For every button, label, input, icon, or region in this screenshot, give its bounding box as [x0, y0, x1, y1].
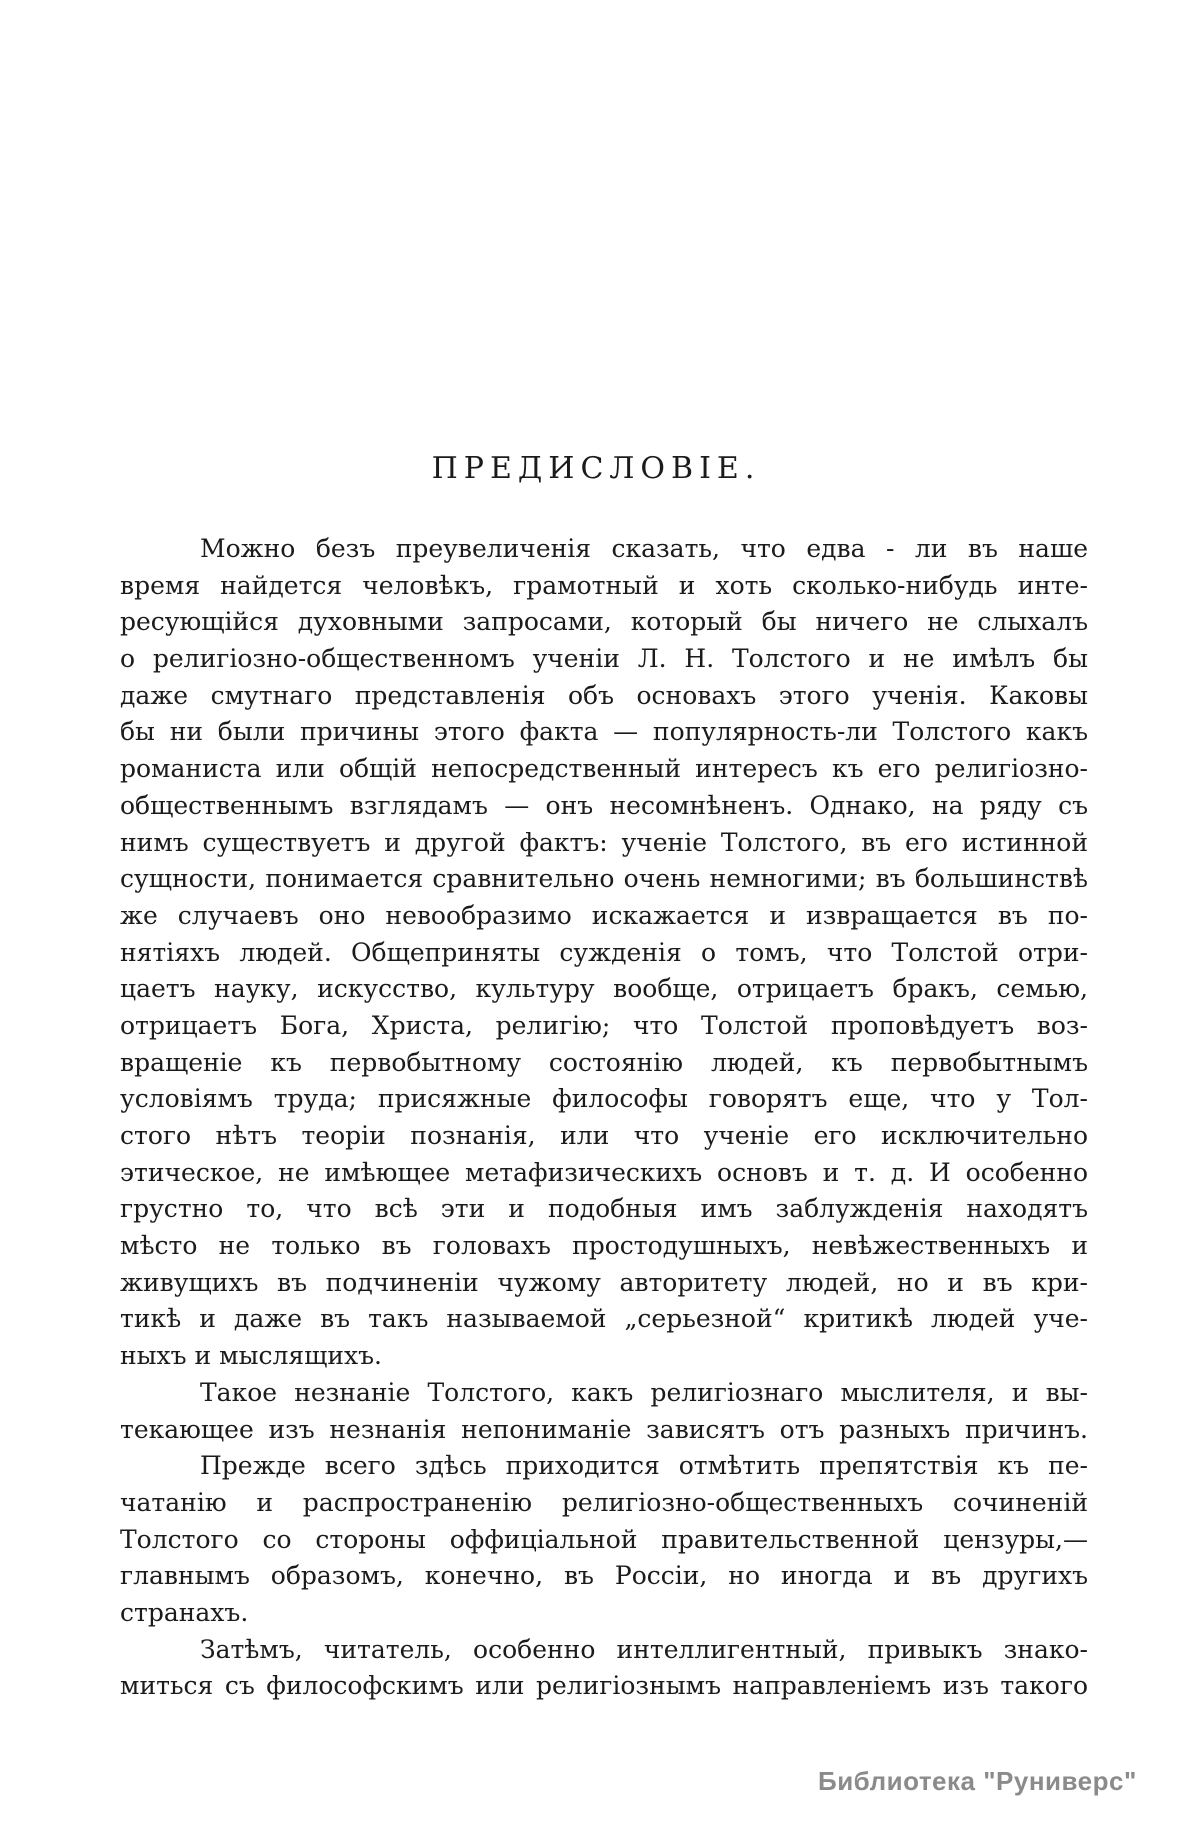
- text-line: отрицаетъ Бога, Христа, религію; что Толстой проповѣдуетъ воз-: [120, 1010, 1088, 1040]
- text-line: нимъ существуетъ и другой фактъ: ученіе Толстого, въ его истинной: [120, 827, 1088, 857]
- text-line: Можно безъ преувеличенія сказать, что едва - ли въ наше: [200, 534, 1088, 563]
- text-line: о религіозно-общественномъ ученіи Л. Н. Толстого и не имѣлъ бы: [120, 644, 1088, 674]
- text-line: бы ни были причины этого факта — популярность-ли Толстого какъ: [120, 717, 1088, 747]
- text-line: условіямъ труда; присяжные философы говорятъ еще, что у Тол-: [120, 1084, 1088, 1114]
- text-line: нятіяхъ людей. Общеприняты сужденія о томъ, что Толстой отри-: [120, 937, 1088, 967]
- text-line: Такое незнаніе Толстого, какъ религіознаго мыслителя, и вы-: [200, 1377, 1088, 1407]
- text-line: миться съ философскимъ или религіознымъ направленіемъ изъ такого: [120, 1671, 1088, 1701]
- text-line: даже смутнаго представленія объ основахъ этого ученія. Каковы: [120, 680, 1088, 710]
- text-line: стого нѣтъ теоріи познанія, или что ученіе его исключительно: [120, 1121, 1088, 1150]
- body-text: [120, 531, 1088, 1705]
- text-line: главнымъ образомъ, конечно, въ Россіи, но иногда и въ другихъ: [120, 1561, 1088, 1591]
- text-line: ресующійся духовными запросами, который бы ничего не слыхалъ: [120, 607, 1088, 637]
- text-line: этическое, не имѣющее метафизическихъ основъ и т. д. И особенно: [120, 1157, 1088, 1187]
- text-line: сущности, понимается сравнительно очень немногими; въ большинствѣ: [120, 864, 1088, 894]
- text-line: Прежде всего здѣсь приходится отмѣтить препятствія къ пе-: [200, 1451, 1088, 1481]
- text-line: грустно то, что всѣ эти и подобныя имъ заблужденія находятъ: [120, 1194, 1088, 1224]
- text-line: мѣсто не только въ головахъ простодушныхъ, невѣжественныхъ и: [120, 1231, 1088, 1261]
- text-line: странахъ.: [120, 1597, 249, 1627]
- watermark-text: Библиотека "Руниверс": [818, 1766, 1137, 1796]
- text-line: ныхъ и мыслящихъ.: [120, 1341, 382, 1371]
- text-line: же случаевъ оно невообразимо искажается и извращается въ по-: [120, 900, 1088, 930]
- text-line: чатанію и распространенію религіозно-общественныхъ сочиненій: [120, 1487, 1088, 1517]
- text-line: текающее изъ незнанія непониманіе зависятъ отъ разныхъ причинъ.: [120, 1414, 1088, 1444]
- text-line: время найдется человѣкъ, грамотный и хоть сколько-нибудь инте-: [120, 570, 1088, 600]
- text-line: тикѣ и даже въ такъ называемой „серьезной“ критикѣ людей уче-: [120, 1304, 1088, 1334]
- text-line: вращеніе къ первобытному состоянію людей, къ первобытнымъ: [120, 1047, 1088, 1077]
- text-line: романиста или общій непосредственный интересъ къ его религіозно-: [120, 754, 1088, 784]
- text-line: Затѣмъ, читатель, особенно интеллигентный, привыкъ знако-: [200, 1634, 1088, 1664]
- text-line: общественнымъ взглядамъ — онъ несомнѣненъ. Однако, на ряду съ: [120, 790, 1088, 820]
- text-line: живущихъ въ подчиненіи чужому авторитету людей, но и въ кри-: [120, 1267, 1088, 1297]
- text-line: цаетъ науку, искусство, культуру вообще, отрицаетъ бракъ, семью,: [120, 974, 1088, 1004]
- page-title: ПРЕДИСЛОВІЕ.: [431, 451, 761, 486]
- text-line: Толстого со стороны оффиціальной правительственной цензуры,—: [120, 1524, 1088, 1554]
